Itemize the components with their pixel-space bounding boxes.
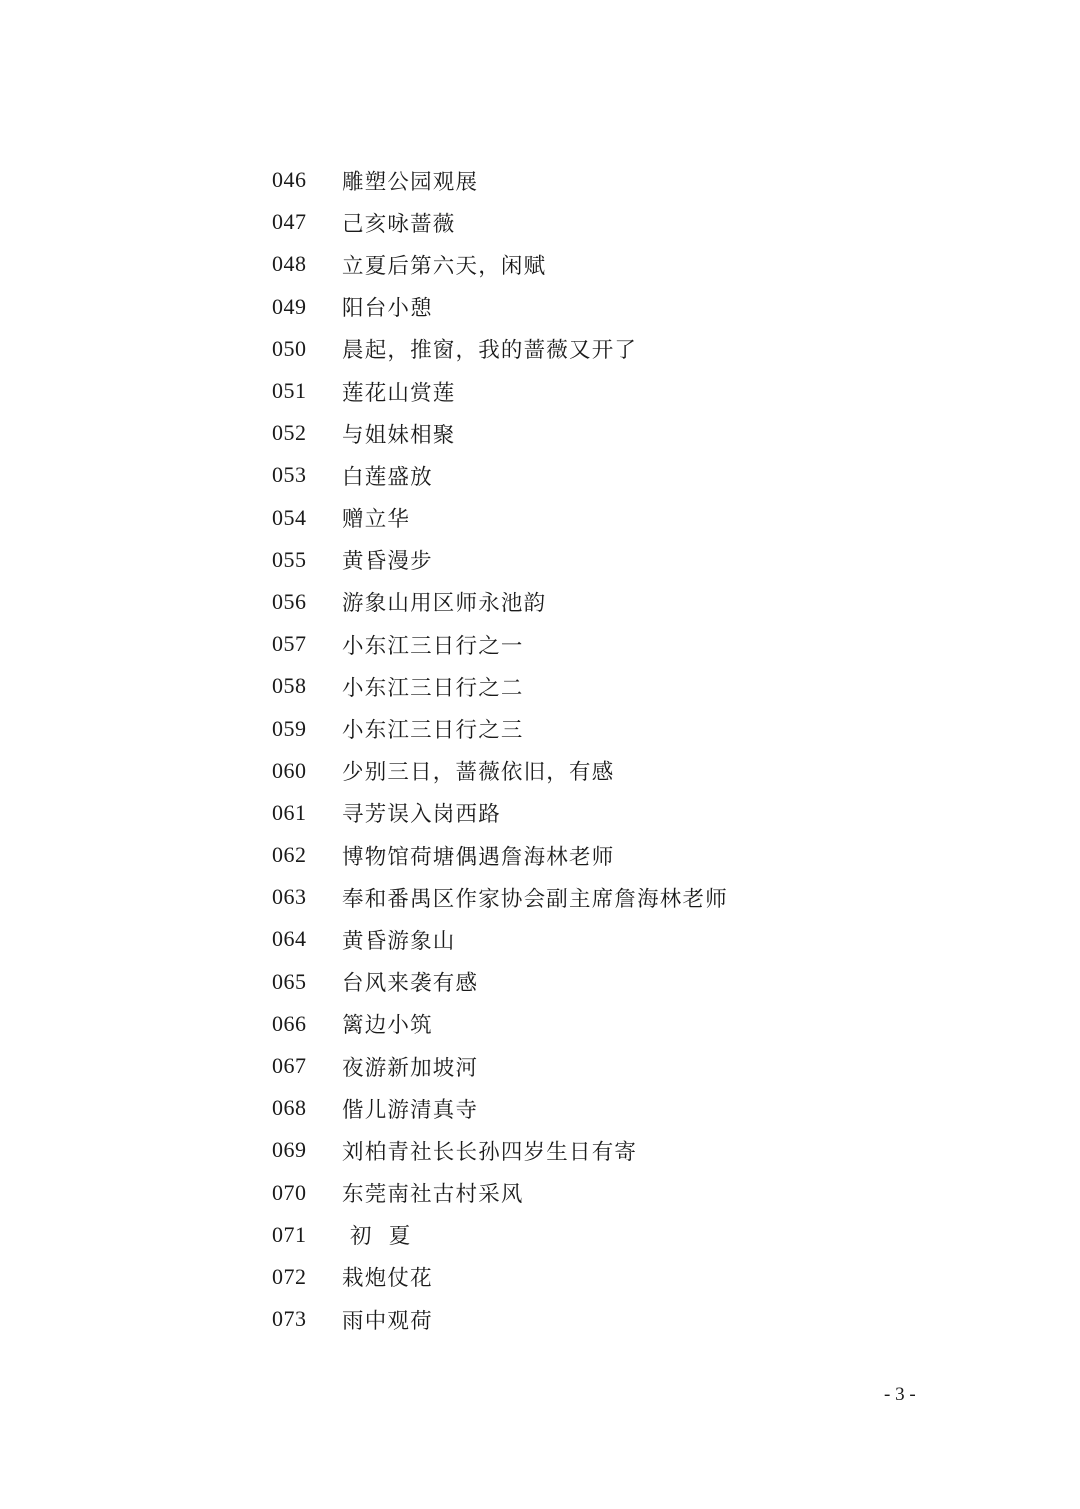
- entry-title: 小东江三日行之二: [342, 675, 524, 701]
- entry-number: 070: [272, 1179, 307, 1205]
- entry-number: 061: [272, 799, 307, 825]
- entry-title: 黄昏游象山: [342, 928, 456, 954]
- entry-title: 莲花山赏莲: [342, 380, 456, 406]
- entry-title: 篱边小筑: [342, 1013, 433, 1039]
- entry-number: 060: [272, 757, 307, 783]
- entry-title: 小东江三日行之三: [342, 718, 524, 744]
- entry-title: 博物馆荷塘偶遇詹海林老师: [342, 844, 615, 870]
- table-of-contents: [272, 159, 912, 1340]
- toc-entry: [272, 581, 912, 623]
- entry-number: 057: [272, 631, 307, 657]
- entry-title: 寻芳误入岗西路: [342, 802, 501, 828]
- entry-title: 少别三日，蔷薇依旧，有感: [342, 760, 615, 786]
- entry-title: 偕儿游清真寺: [342, 1097, 479, 1123]
- toc-entry: [272, 750, 912, 792]
- entry-title: 台风来袭有感: [342, 971, 479, 997]
- toc-entry: [272, 412, 912, 454]
- toc-entry: [272, 1298, 912, 1340]
- entry-number: 047: [272, 209, 307, 235]
- entry-title: 黄昏漫步: [342, 549, 433, 575]
- toc-entry: [272, 539, 912, 581]
- toc-entry: [272, 497, 912, 539]
- toc-entry: [272, 1214, 912, 1256]
- entry-title: 游象山用区师永池韵: [342, 591, 547, 617]
- toc-entry: [272, 1045, 912, 1087]
- entry-title: 雕塑公园观展: [342, 169, 479, 195]
- entry-title: 阳台小憩: [342, 296, 433, 322]
- entry-number: 062: [272, 842, 307, 868]
- toc-entry: [272, 370, 912, 412]
- entry-number: 053: [272, 462, 307, 488]
- entry-number: 052: [272, 420, 307, 446]
- toc-entry: [272, 201, 912, 243]
- entry-number: 068: [272, 1095, 307, 1121]
- entry-number: 065: [272, 968, 307, 994]
- entry-title: 奉和番禺区作家协会副主席詹海林老师: [342, 886, 728, 912]
- toc-entry: [272, 707, 912, 749]
- entry-number: 063: [272, 884, 307, 910]
- entry-title: 与姐妹相聚: [342, 422, 456, 448]
- toc-entry: [272, 876, 912, 918]
- entry-title: 夜游新加坡河: [342, 1055, 479, 1081]
- toc-entry: [272, 792, 912, 834]
- entry-title: 初 夏: [342, 1224, 412, 1250]
- toc-entry: [272, 961, 912, 1003]
- toc-entry: [272, 1256, 912, 1298]
- entry-title: 白莲盛放: [342, 464, 433, 490]
- toc-entry: [272, 328, 912, 370]
- entry-number: 055: [272, 546, 307, 572]
- entry-number: 050: [272, 335, 307, 361]
- entry-title: 己亥咏蔷薇: [342, 211, 456, 237]
- toc-entry: [272, 286, 912, 328]
- entry-number: 066: [272, 1010, 307, 1036]
- entry-number: 069: [272, 1137, 307, 1163]
- entry-title: 栽炮仗花: [342, 1266, 433, 1292]
- toc-entry: [272, 1172, 912, 1214]
- toc-entry: [272, 159, 912, 201]
- entry-title: 小东江三日行之一: [342, 633, 524, 659]
- entry-number: 067: [272, 1053, 307, 1079]
- toc-entry: [272, 918, 912, 960]
- toc-entry: [272, 243, 912, 285]
- entry-title: 刘柏青社长长孙四岁生日有寄: [342, 1139, 638, 1165]
- entry-title: 雨中观荷: [342, 1308, 433, 1334]
- toc-entry: [272, 1003, 912, 1045]
- entry-title: 东莞南社古村采风: [342, 1182, 524, 1208]
- entry-number: 048: [272, 251, 307, 277]
- entry-number: 054: [272, 504, 307, 530]
- entry-title: 晨起，推窗，我的蔷薇又开了: [342, 338, 638, 364]
- entry-number: 072: [272, 1263, 307, 1289]
- toc-entry: [272, 834, 912, 876]
- entry-title: 赠立华: [342, 507, 411, 533]
- toc-entry: [272, 1129, 912, 1171]
- entry-number: 056: [272, 588, 307, 614]
- entry-number: 071: [272, 1221, 307, 1247]
- entry-number: 073: [272, 1306, 307, 1332]
- entry-number: 064: [272, 926, 307, 952]
- toc-entry: [272, 1087, 912, 1129]
- entry-number: 058: [272, 673, 307, 699]
- toc-entry: [272, 665, 912, 707]
- page-number: - 3 -: [884, 1384, 916, 1405]
- entry-number: 051: [272, 378, 307, 404]
- entry-number: 046: [272, 167, 307, 193]
- toc-entry: [272, 623, 912, 665]
- entry-number: 059: [272, 715, 307, 741]
- entry-number: 049: [272, 293, 307, 319]
- entry-title: 立夏后第六天，闲赋: [342, 253, 547, 279]
- toc-entry: [272, 454, 912, 496]
